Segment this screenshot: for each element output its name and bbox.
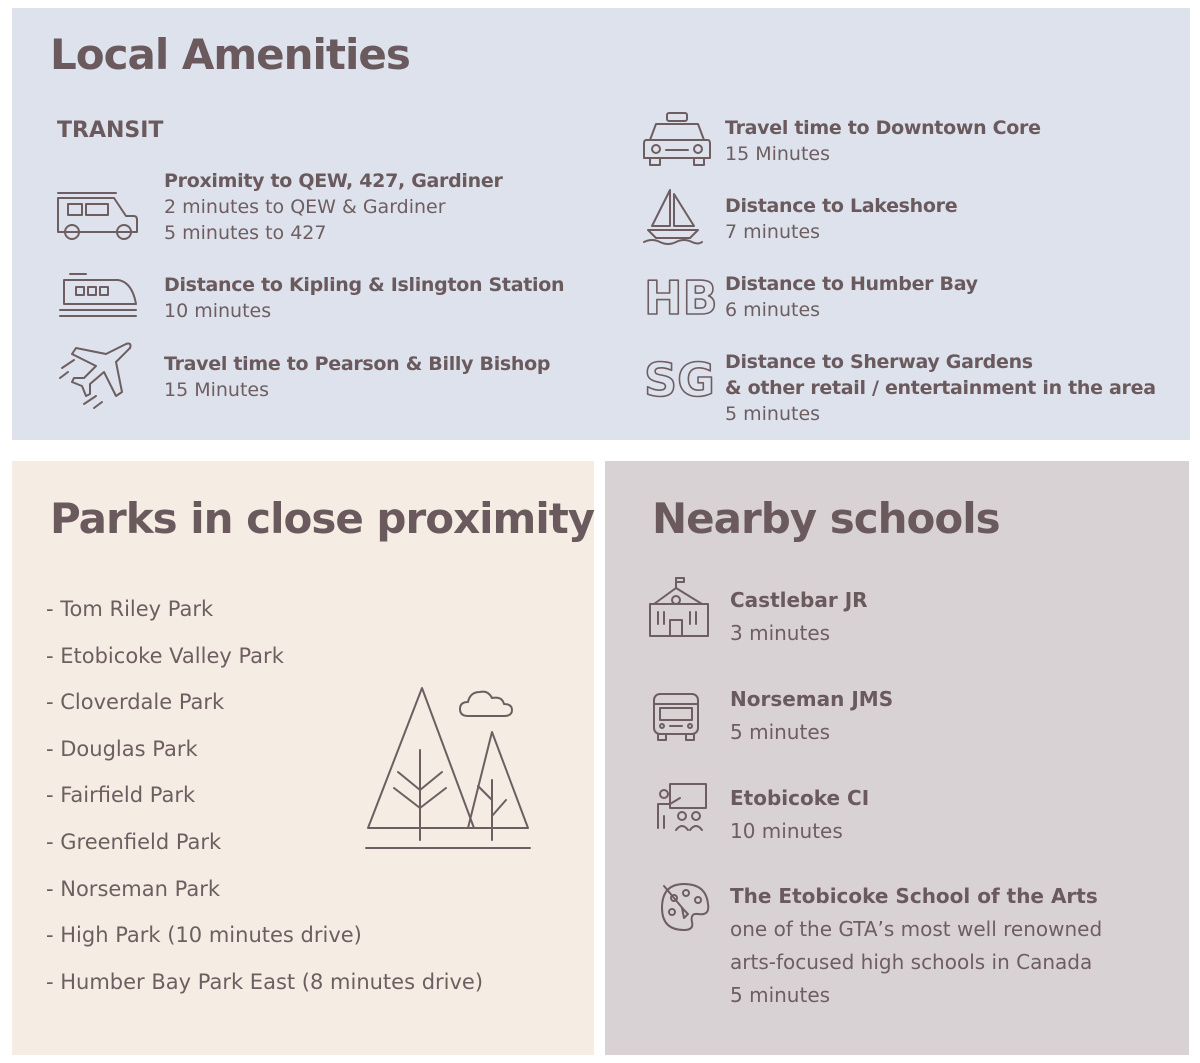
svg-text:HB: HB [644, 271, 718, 325]
right-item-line: 7 minutes [725, 221, 821, 243]
school-line: arts-focused high schools in Canada [730, 950, 1093, 974]
train-icon [56, 270, 140, 322]
left-item-title: Travel time to Pearson & Billy Bishop [164, 353, 551, 375]
right-item-title: Travel time to Downtown Core [725, 117, 1041, 139]
school-line: 3 minutes [730, 621, 831, 645]
taxi-icon [642, 110, 712, 168]
list-item: - Humber Bay Park East (8 minutes drive) [46, 969, 484, 994]
list-item: - Norseman Park [46, 876, 220, 901]
school-bus-icon [650, 690, 702, 744]
teacher-icon [654, 782, 710, 834]
school-title: The Etobicoke School of the Arts [730, 884, 1098, 908]
svg-text:SG: SG [644, 353, 715, 407]
list-item: - Tom Riley Park [46, 597, 214, 621]
school-title: Castlebar JR [730, 588, 868, 612]
van-icon [54, 188, 140, 244]
left-item-line: 15 Minutes [164, 379, 270, 401]
sg-monogram-icon [644, 350, 715, 407]
left-item-line: 5 minutes to 427 [164, 222, 327, 244]
school-title: Norseman JMS [730, 687, 894, 711]
right-item-title: Distance to Lakeshore [725, 195, 958, 217]
school-line: 5 minutes [730, 720, 831, 744]
school-line: 10 minutes [730, 819, 843, 843]
list-item: - Cloverdale Park [46, 690, 225, 715]
school-line: 5 minutes [730, 983, 831, 1007]
right-item-line: 6 minutes [725, 299, 821, 321]
right-item-line: 5 minutes [725, 403, 821, 425]
schoolhouse-icon [648, 576, 710, 640]
left-item-title: Proximity to QEW, 427, Gardiner [164, 170, 503, 192]
right-item-line: 15 Minutes [725, 143, 831, 165]
left-item-line: 10 minutes [164, 300, 272, 322]
schools-title: Nearby schools [652, 494, 1000, 543]
list-item: - Greenfield Park [46, 829, 222, 854]
sailboat-icon [642, 186, 704, 248]
paint-palette-icon [658, 880, 712, 934]
list-item: - Douglas Park [46, 736, 198, 761]
list-item: - Etobicoke Valley Park [46, 643, 284, 668]
left-item-title: Distance to Kipling & Islington Station [164, 274, 565, 296]
list-item: - Fairfield Park [46, 783, 196, 808]
right-item-title: Distance to Sherway Gardens [725, 351, 1033, 373]
school-line: one of the GTA’s most well renowned [730, 917, 1103, 941]
amenities-title: Local Amenities [50, 30, 410, 79]
airplane-icon [56, 338, 136, 412]
right-item-title: Distance to Humber Bay [725, 273, 978, 295]
left-item-line: 2 minutes to QEW & Gardiner [164, 196, 446, 218]
hb-monogram-icon [644, 270, 718, 325]
school-title: Etobicoke CI [730, 786, 870, 810]
transit-heading: TRANSIT [57, 118, 164, 143]
right-item-subtitle: & other retail / entertainment in the area [725, 377, 1156, 399]
list-item: - High Park (10 minutes drive) [46, 923, 362, 948]
parks-title: Parks in close proximity [50, 494, 595, 543]
trees-cloud-icon [364, 682, 534, 854]
